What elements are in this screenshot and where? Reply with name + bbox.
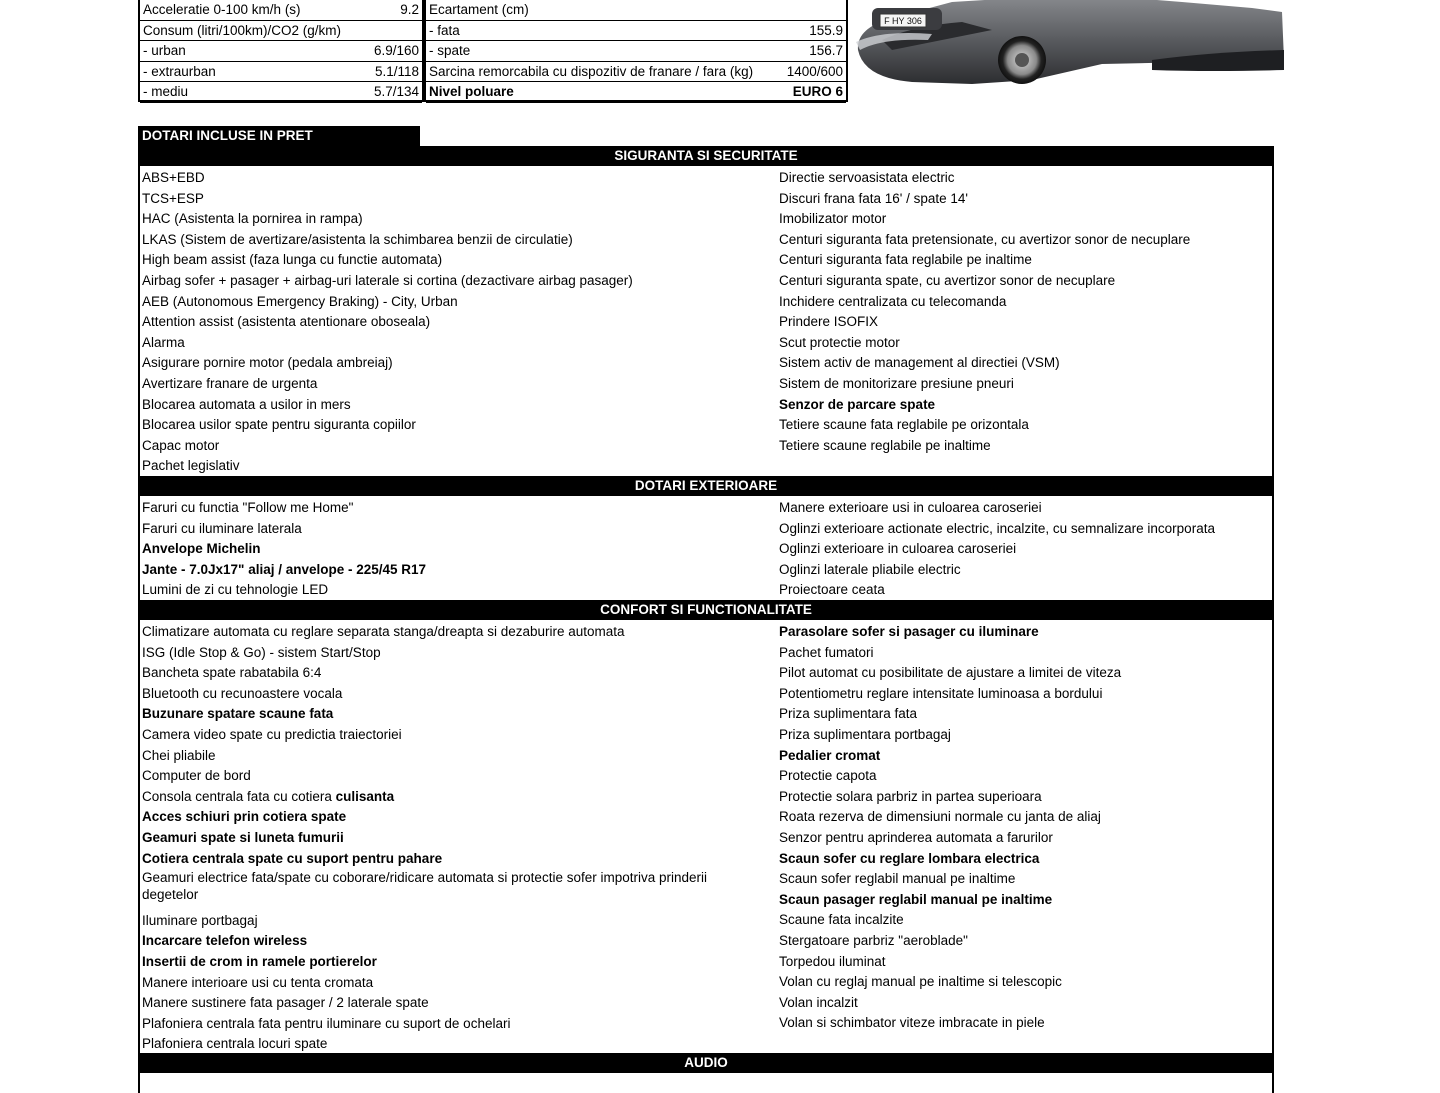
safety-left-item: Capac motor bbox=[142, 437, 220, 453]
safety-left-item: TCS+ESP bbox=[142, 190, 204, 206]
spec-value: 6.9/160 bbox=[373, 43, 419, 58]
spec-value: EURO 6 bbox=[792, 84, 843, 99]
car-image bbox=[852, 0, 1284, 92]
spec-row bbox=[426, 62, 846, 83]
safety-left-item: Alarma bbox=[142, 334, 185, 350]
comfort-right-item: Senzor pentru aprinderea automata a farurilor bbox=[779, 830, 1053, 845]
comfort-section-header: CONFORT SI FUNCTIONALITATE bbox=[138, 600, 1274, 620]
safety-section-header: SIGURANTA SI SECURITATE bbox=[138, 146, 1274, 166]
comfort-left-item: Plafoniera centrala locuri spate bbox=[142, 1036, 328, 1052]
exterior-left-item: Faruri cu iluminare laterala bbox=[142, 520, 302, 536]
equipment-included-title: DOTARI INCLUSE IN PRET bbox=[138, 126, 420, 146]
comfort-left-item: Geamuri electrice fata/spate cu coborare/ridicare automata si protectie sofer impotriva prinderii degetelor bbox=[142, 870, 708, 903]
spec-row bbox=[426, 82, 846, 103]
spec-row bbox=[140, 0, 422, 21]
comfort-right-item: Pedalier cromat bbox=[779, 747, 881, 763]
comfort-right-item: Roata rezerva de dimensiuni normale cu janta de aliaj bbox=[779, 809, 1101, 825]
safety-left-item: HAC (Asistenta la pornirea in rampa) bbox=[142, 211, 363, 227]
safety-right-item: Tetiere scaune reglabile pe inaltime bbox=[779, 437, 991, 453]
comfort-right-item: Pachet fumatori bbox=[779, 644, 874, 660]
comfort-left-item: Camera video spate cu predictia traiectoriei bbox=[142, 727, 402, 742]
comfort-right-item: Volan incalzit bbox=[779, 994, 858, 1010]
safety-right-item: Scut protectie motor bbox=[779, 334, 900, 350]
exterior-right-item: Oglinzi exterioare in culoarea caroseriei bbox=[779, 541, 1017, 557]
comfort-right-item: Priza suplimentara fata bbox=[779, 706, 918, 722]
safety-section bbox=[138, 166, 1274, 476]
dimensions-spec-table bbox=[424, 0, 848, 102]
spec-value: 155.9 bbox=[809, 22, 843, 38]
spec-row bbox=[140, 62, 422, 83]
comfort-left-item: Manere sustinere fata pasager / 2 laterale spate bbox=[142, 995, 429, 1011]
safety-right-item: Imobilizator motor bbox=[779, 211, 887, 227]
exterior-section-header: DOTARI EXTERIOARE bbox=[138, 476, 1274, 496]
comfort-left-item: Consola centrala fata cu cotiera culisanta bbox=[142, 788, 395, 804]
spec-label: - extraurban bbox=[143, 63, 216, 79]
safety-left-item: Asigurare pornire motor (pedala ambreiaj) bbox=[142, 355, 393, 371]
comfort-right-item: Scaune fata incalzite bbox=[779, 912, 904, 928]
safety-left-item: Blocarea usilor spate pentru siguranta copiilor bbox=[142, 417, 416, 433]
safety-right-item: Centuri siguranta spate, cu avertizor sonor de necuplare bbox=[779, 273, 1116, 288]
comfort-left-item: ISG (Idle Stop & Go) - sistem Start/Stop bbox=[142, 644, 381, 660]
safety-right-item: Inchidere centralizata cu telecomanda bbox=[779, 293, 1007, 309]
safety-left-item: LKAS (Sistem de avertizare/asistenta la schimbarea benzii de circulatie) bbox=[142, 231, 573, 247]
comfort-right-item: Pilot automat cu posibilitate de ajustare a limitei de viteza bbox=[779, 665, 1122, 681]
spec-label: Ecartament (cm) bbox=[429, 2, 529, 17]
exterior-right-item: Oglinzi exterioare actionate electric, incalzite, cu semnalizare incorporata bbox=[779, 520, 1215, 536]
spec-row bbox=[140, 21, 422, 42]
comfort-right-item: Protectie solara parbriz in partea superioara bbox=[779, 788, 1042, 804]
comfort-right-item: Priza suplimentara portbagaj bbox=[779, 727, 951, 742]
spec-label: Nivel poluare bbox=[429, 84, 514, 99]
spec-label: Consum (litri/100km)/CO2 (g/km) bbox=[143, 22, 342, 38]
comfort-left-item: Buzunare spatare scaune fata bbox=[142, 706, 334, 722]
comfort-right-item: Torpedou iluminat bbox=[779, 953, 886, 969]
comfort-left-item: Incarcare telefon wireless bbox=[142, 933, 308, 949]
comfort-right-item: Stergatoare parbriz "aeroblade" bbox=[779, 933, 968, 948]
spec-label: - spate bbox=[429, 43, 471, 58]
safety-left-item: Attention assist (asistenta atentionare oboseala) bbox=[142, 314, 431, 330]
spec-value: 1400/600 bbox=[786, 63, 843, 79]
safety-right-item: Tetiere scaune fata reglabile pe orizontala bbox=[779, 417, 1029, 433]
safety-right-item: Directie servoasistata electric bbox=[779, 170, 955, 185]
safety-right-item: Centuri siguranta fata pretensionate, cu avertizor sonor de necuplare bbox=[779, 231, 1191, 247]
exterior-left-item: Jante - 7.0Jx17" aliaj / anvelope - 225/45 R17 bbox=[142, 561, 427, 577]
exterior-right-item: Proiectoare ceata bbox=[779, 582, 885, 598]
spec-row bbox=[426, 21, 846, 42]
exterior-left-item: Anvelope Michelin bbox=[142, 541, 261, 557]
exterior-section bbox=[138, 496, 1274, 600]
safety-right-item: Sistem de monitorizare presiune pneuri bbox=[779, 376, 1014, 391]
comfort-left-item: Bancheta spate rabatabila 6:4 bbox=[142, 665, 322, 681]
comfort-left-item: Iluminare portbagaj bbox=[142, 912, 258, 928]
comfort-right-item: Parasolare sofer si pasager cu iluminare bbox=[779, 624, 1039, 639]
safety-left-item: Airbag sofer + pasager + airbag-uri laterale si cortina (dezactivare airbag pasager) bbox=[142, 273, 633, 288]
comfort-left-item: Cotiera centrala spate cu suport pentru pahare bbox=[142, 850, 443, 866]
performance-spec-table bbox=[138, 0, 424, 102]
comfort-right-item: Volan si schimbator viteze imbracate in piele bbox=[779, 1015, 1045, 1031]
comfort-right-item: Volan cu reglaj manual pe inaltime si telescopic bbox=[779, 974, 1062, 990]
comfort-left-item: Plafoniera centrala fata pentru iluminare cu suport de ochelari bbox=[142, 1015, 511, 1031]
audio-section-header: AUDIO bbox=[138, 1053, 1274, 1073]
comfort-right-item: Potentiometru reglare intensitate luminoasa a bordului bbox=[779, 685, 1103, 701]
safety-right-item: Centuri siguranta fata reglabile pe inaltime bbox=[779, 252, 1032, 268]
comfort-section bbox=[138, 620, 1274, 1053]
comfort-left-item: Insertii de crom in ramele portierelor bbox=[142, 953, 377, 969]
comfort-right-item: Protectie capota bbox=[779, 768, 877, 784]
spec-label: - urban bbox=[143, 43, 186, 58]
spec-label: - fata bbox=[429, 22, 460, 38]
comfort-left-item: Geamuri spate si luneta fumurii bbox=[142, 830, 344, 845]
spec-row bbox=[140, 41, 422, 62]
safety-left-item: ABS+EBD bbox=[142, 170, 205, 185]
comfort-left-item: Bluetooth cu recunoastere vocala bbox=[142, 685, 343, 701]
safety-left-item: High beam assist (faza lunga cu functie automata) bbox=[142, 252, 443, 268]
comfort-right-item: Scaun sofer cu reglare lombara electrica bbox=[779, 850, 1040, 866]
safety-left-item: Pachet legislativ bbox=[142, 458, 240, 474]
audio-section bbox=[138, 1073, 1274, 1093]
spec-label: Sarcina remorcabila cu dispozitiv de franare / fara (kg) bbox=[429, 63, 754, 79]
exterior-left-item: Lumini de zi cu tehnologie LED bbox=[142, 582, 329, 598]
safety-right-item: Discuri frana fata 16' / spate 14' bbox=[779, 190, 969, 206]
spec-value: 5.1/118 bbox=[374, 63, 419, 79]
exterior-left-item: Faruri cu functia "Follow me Home" bbox=[142, 500, 354, 515]
exterior-right-item: Oglinzi laterale pliabile electric bbox=[779, 561, 961, 577]
spec-row bbox=[140, 82, 422, 103]
safety-left-item: Avertizare franare de urgenta bbox=[142, 376, 318, 391]
spec-label: - mediu bbox=[143, 84, 189, 99]
comfort-left-item: Computer de bord bbox=[142, 768, 251, 784]
spec-row bbox=[426, 0, 846, 21]
license-plate: F HY 306 bbox=[884, 16, 922, 26]
comfort-left-item: Acces schiuri prin cotiera spate bbox=[142, 809, 347, 825]
comfort-right-item: Scaun pasager reglabil manual pe inaltime bbox=[779, 891, 1053, 907]
comfort-left-item: Climatizare automata cu reglare separata stanga/dreapta si dezaburire automata bbox=[142, 624, 625, 639]
safety-left-item: Blocarea automata a usilor in mers bbox=[142, 396, 351, 412]
safety-left-item: AEB (Autonomous Emergency Braking) - City, Urban bbox=[142, 293, 458, 309]
exterior-right-item: Manere exterioare usi in culoarea caroseriei bbox=[779, 500, 1042, 515]
comfort-left-item: Chei pliabile bbox=[142, 747, 216, 763]
safety-right-item: Senzor de parcare spate bbox=[779, 396, 936, 412]
comfort-right-item: Scaun sofer reglabil manual pe inaltime bbox=[779, 871, 1016, 887]
spec-row bbox=[426, 41, 846, 62]
spec-value: 9.2 bbox=[400, 2, 419, 17]
spec-value: 156.7 bbox=[809, 43, 843, 58]
safety-right-item: Sistem activ de management al directiei (VSM) bbox=[779, 355, 1060, 371]
comfort-left-item: Manere interioare usi cu tenta cromata bbox=[142, 974, 374, 990]
spec-label: Acceleratie 0-100 km/h (s) bbox=[143, 2, 301, 17]
spec-value: 5.7/134 bbox=[373, 84, 419, 99]
safety-right-item: Prindere ISOFIX bbox=[779, 314, 879, 330]
